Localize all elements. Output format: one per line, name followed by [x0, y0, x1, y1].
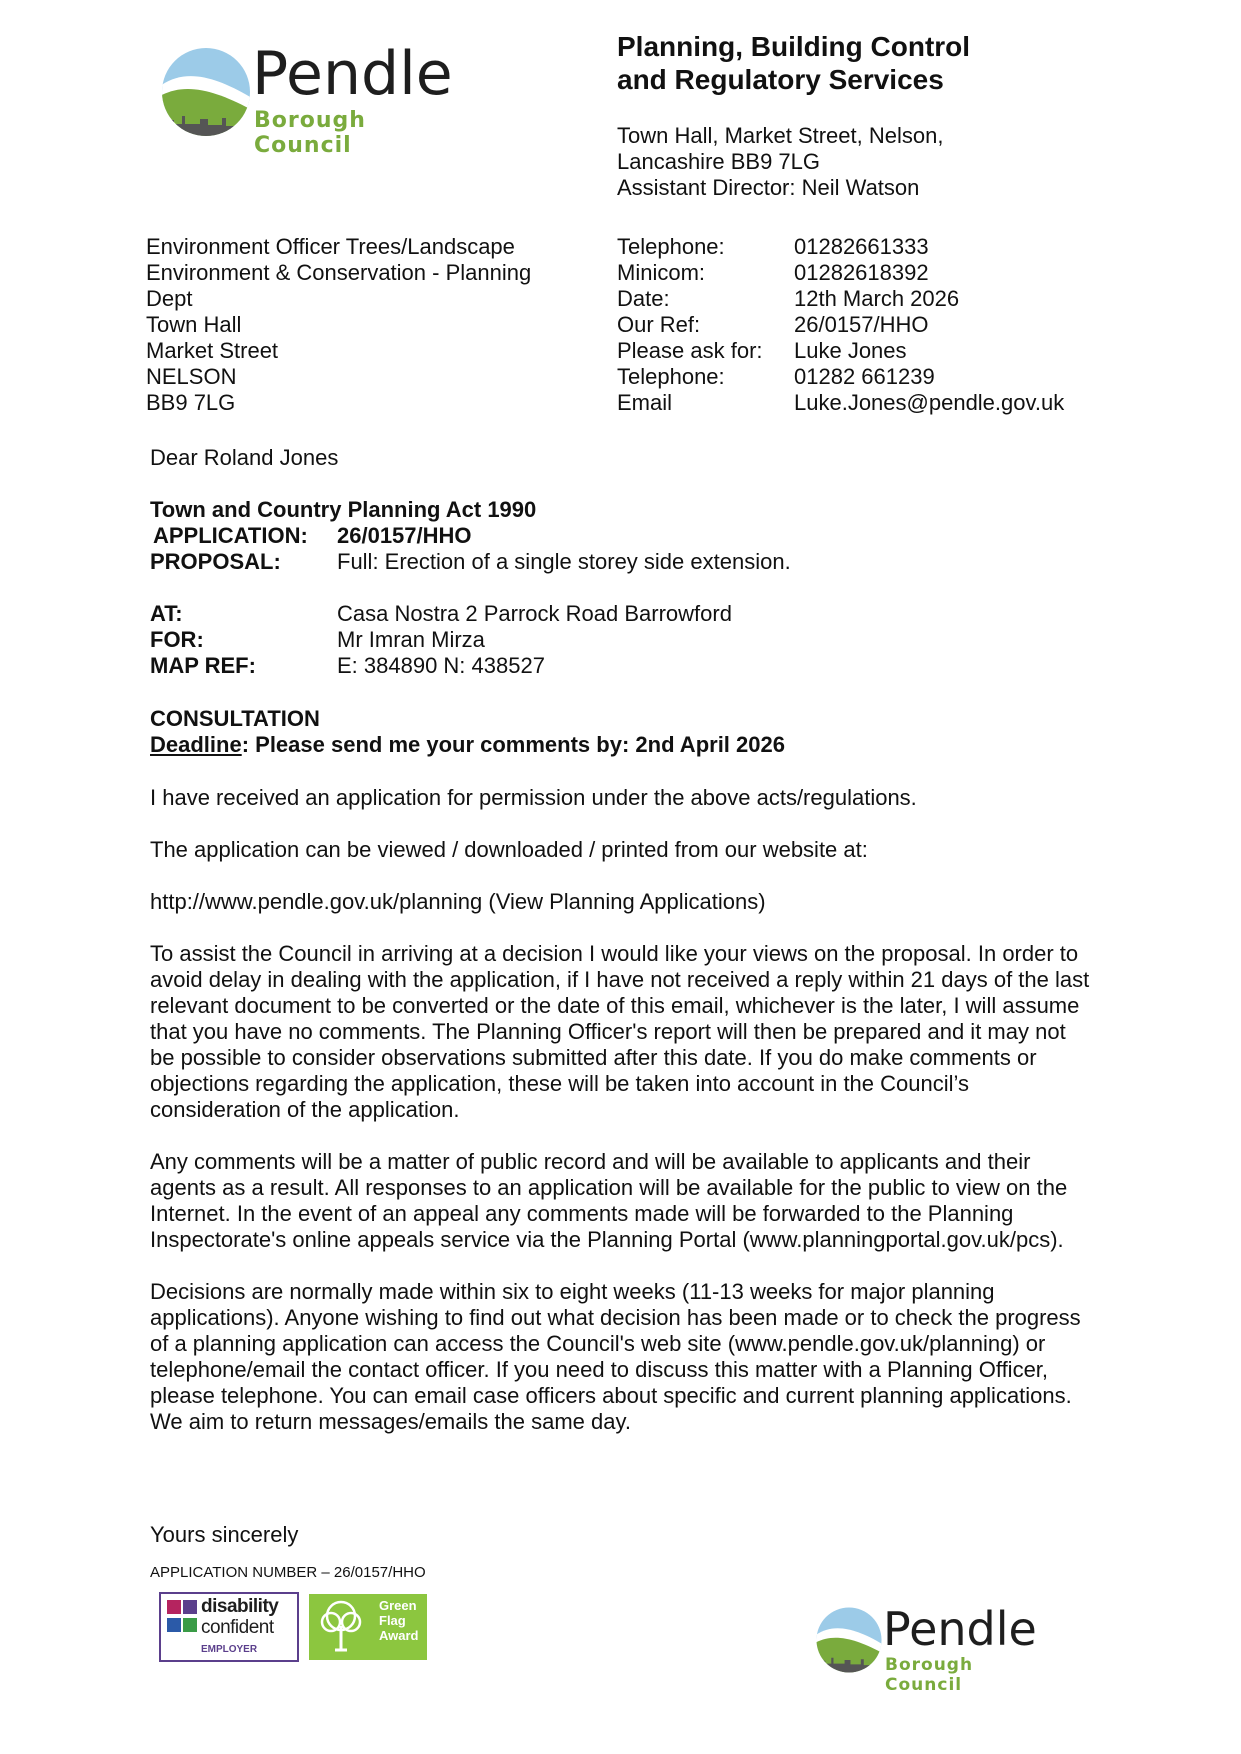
- contact-value: 01282618392: [794, 260, 929, 285]
- pendle-logo-icon: [160, 46, 252, 138]
- pendle-logo-subtitle: Borough Council: [885, 1655, 974, 1695]
- mapref-label: MAP REF:: [150, 653, 256, 678]
- contact-value: 01282 661239: [794, 364, 935, 389]
- department-title-line2: and Regulatory Services: [617, 64, 944, 95]
- contact-value: 26/0157/HHO: [794, 312, 929, 337]
- contact-row: [617, 338, 1064, 364]
- pendle-logo-icon: [815, 1606, 883, 1674]
- flag-line1: Green: [379, 1598, 417, 1613]
- website-link[interactable]: http://www.pendle.gov.uk/planning (View Planning Applications): [150, 889, 766, 914]
- footer-application-number: APPLICATION NUMBER – 26/0157/HHO: [150, 1564, 426, 1581]
- badge-line3: EMPLOYER: [200, 1644, 258, 1655]
- recipient-line: Environment & Conservation - Planning: [146, 260, 532, 285]
- address-line: Lancashire BB9 7LG: [617, 149, 821, 174]
- contact-label: Email: [617, 390, 673, 415]
- body-paragraph: I have received an application for permission under the above acts/regulations.: [150, 785, 917, 810]
- contact-row: [617, 286, 1064, 312]
- contact-value: Luke Jones: [794, 338, 907, 363]
- contact-label: Minicom:: [617, 260, 706, 285]
- contact-label: Our Ref:: [617, 312, 701, 337]
- badge-icon: [167, 1600, 199, 1644]
- salutation: Dear Roland Jones: [150, 445, 339, 470]
- at-row: [150, 601, 791, 627]
- at-value: Casa Nostra 2 Parrock Road Barrowford: [337, 601, 732, 626]
- proposal-label: PROPOSAL:: [150, 549, 281, 574]
- recipient-line: BB9 7LG: [146, 390, 236, 415]
- contact-row: [617, 364, 1064, 390]
- contact-row: [617, 260, 1064, 286]
- badge-line2: confident: [201, 1617, 274, 1638]
- deadline-text: : Please send me your comments by: 2nd April 2026: [241, 732, 785, 757]
- for-row: [150, 627, 791, 653]
- contact-label: Please ask for:: [617, 338, 763, 363]
- disability-confident-badge: [159, 1592, 299, 1662]
- contact-details: [617, 234, 1064, 416]
- deadline-line: [150, 732, 785, 758]
- tree-icon: [313, 1598, 369, 1656]
- contact-label: Telephone:: [617, 234, 725, 259]
- letter-body: [150, 785, 1090, 1435]
- body-paragraph: Decisions are normally made within six to eight weeks (11-13 weeks for major planning applications). Anyone wishing to find out what decision has been made or to check the progress of a planning application can access the Council's web site (www.pendle.gov.uk/planning) or telephone/email the contact officer. If you need to discuss this matter with a Planning Officer, please telephone. You can email case officers about specific and current planning applications. We aim to return messages/emails the same day.: [150, 1279, 1081, 1434]
- address-line: Town Hall, Market Street, Nelson,: [617, 123, 944, 148]
- address-line: Assistant Director: Neil Watson: [617, 175, 920, 200]
- green-flag-award-badge: [309, 1594, 427, 1660]
- for-value: Mr Imran Mirza: [337, 627, 485, 652]
- contact-label: Date:: [617, 286, 670, 311]
- deadline-word: Deadline: [150, 732, 242, 757]
- recipient-line: Environment Officer Trees/Landscape: [146, 234, 515, 259]
- recipient-line: Market Street: [146, 338, 279, 363]
- proposal-value: Full: Erection of a single storey side extension.: [337, 549, 791, 574]
- recipient-address: [146, 234, 531, 416]
- application-label: APPLICATION:: [153, 523, 308, 548]
- proposal-row: [150, 549, 791, 575]
- application-value: 26/0157/HHO: [337, 523, 472, 548]
- contact-value: 01282661333: [794, 234, 929, 259]
- contact-label: Telephone:: [617, 364, 725, 389]
- pendle-logo-name: Pendle: [883, 1602, 1037, 1656]
- pendle-logo-footer: [815, 1602, 1055, 1695]
- contact-value: Luke.Jones@pendle.gov.uk: [794, 390, 1065, 415]
- badge-line1: disability: [201, 1596, 279, 1617]
- contact-row: [617, 234, 1064, 260]
- application-details: [150, 497, 791, 679]
- for-label: FOR:: [150, 627, 204, 652]
- act-title: Town and Country Planning Act 1990: [150, 497, 537, 522]
- flag-line3: Award: [379, 1628, 419, 1643]
- contact-row: [617, 390, 1064, 416]
- closing: Yours sincerely: [150, 1522, 299, 1547]
- contact-row: [617, 312, 1064, 338]
- at-label: AT:: [150, 601, 183, 626]
- flag-line2: Flag: [379, 1613, 406, 1628]
- department-title: [617, 30, 970, 96]
- department-title-line1: Planning, Building Control: [617, 31, 971, 62]
- body-paragraph: To assist the Council in arriving at a decision I would like your views on the proposal. In order to avoid delay in dealing with the application, if I have not received a reply within 21 days of the last relevant document to be converted or the date of this email, whichever is the later, I will assume that you have no comments. The Planning Officer's report will then be prepared and it may not be possible to consider observations submitted after this date. If you do make comments or objections regarding the application, these will be taken into account in the Council’s consideration of the application.: [150, 941, 1090, 1122]
- consultation-block: [150, 706, 785, 758]
- contact-value: 12th March 2026: [794, 286, 960, 311]
- mapref-row: [150, 653, 791, 679]
- council-address: [617, 123, 943, 201]
- body-paragraph: The application can be viewed / downloaded / printed from our website at:: [150, 837, 868, 862]
- recipient-line: Town Hall: [146, 312, 242, 337]
- pendle-logo-header: [160, 39, 460, 158]
- application-row: [150, 523, 791, 549]
- body-paragraph: Any comments will be a matter of public record and will be available to applicants and their agents as a result. All responses to an application will be available for the public to view on the Internet. In the event of an appeal any comments made will be forwarded to the Planning Inspectorate's online appeals service via the Planning Portal (www.planningportal.gov.uk/pcs).: [150, 1149, 1068, 1252]
- recipient-line: Dept: [146, 286, 193, 311]
- mapref-value: E: 384890 N: 438527: [337, 653, 545, 678]
- pendle-logo-name: Pendle: [252, 39, 453, 109]
- pendle-logo-subtitle: Borough Council: [254, 108, 366, 158]
- consultation-heading: CONSULTATION: [150, 706, 320, 731]
- recipient-line: NELSON: [146, 364, 237, 389]
